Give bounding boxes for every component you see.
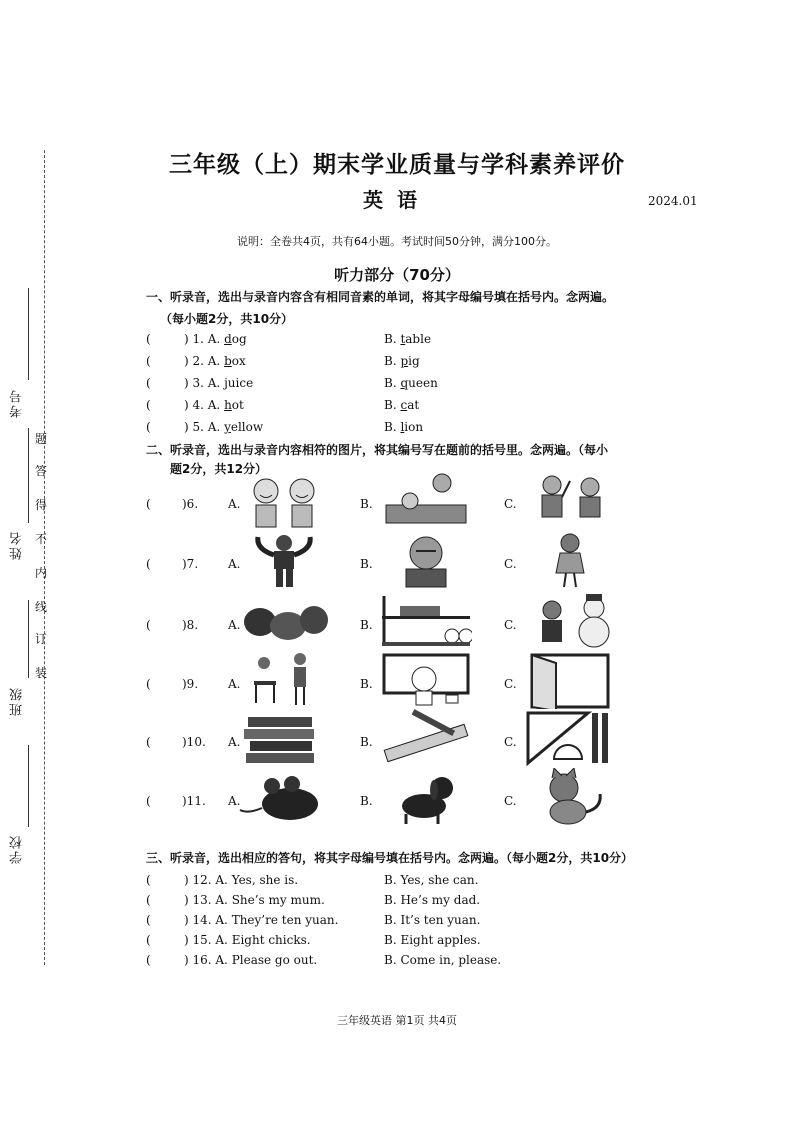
option-label: B. [360, 557, 373, 571]
exam-title: 三年级（上）期末学业质量与学科素养评价 [169, 152, 625, 178]
answer-bracket[interactable]: ( [146, 913, 151, 927]
underlined-letter: h [224, 398, 232, 412]
option-b: B. Yes, she can. [384, 873, 479, 887]
option-label: B. [360, 677, 373, 691]
option-a: ) 1. A. dog [184, 332, 247, 346]
option-b: B. He’s my dad. [384, 893, 481, 907]
option-label: C. [504, 497, 517, 511]
girl-in-bed-picture[interactable] [380, 471, 472, 529]
option-label: B. [360, 794, 373, 808]
picture-question-row [146, 794, 686, 856]
page-footer: 三年级英语 第1页 共4页 [337, 1014, 457, 1027]
option-b: B. Come in, please. [384, 953, 502, 967]
warning-char: 内 [35, 566, 48, 580]
warning-char: 题 [35, 432, 48, 446]
option-b: B. lion [384, 420, 424, 434]
question-row [146, 374, 438, 392]
cat-picture[interactable] [524, 768, 616, 826]
two-kids-waving-picture[interactable] [524, 471, 616, 529]
exam-number-field[interactable] [28, 288, 29, 380]
answer-bracket[interactable]: ( [146, 873, 151, 887]
question-row [146, 931, 481, 949]
option-label: A. [228, 497, 241, 511]
option-b: B. pig [384, 354, 420, 368]
section2-title: 二、听录音，选出与录音内容相符的图片，将其编号写在题前的括号里。念两遍。（每小 [146, 443, 609, 457]
warning-char: 答 [35, 464, 48, 478]
warning-char: 不 [35, 532, 48, 546]
option-label: A. [228, 618, 241, 632]
warning-char: 装 [35, 666, 48, 680]
underlined-letter: b [224, 354, 232, 368]
answer-bracket[interactable]: ( [146, 794, 151, 808]
animals-group-picture[interactable] [238, 592, 330, 650]
exam-number-label: 考号 [10, 388, 25, 418]
strong-man-picture[interactable] [238, 531, 330, 589]
answer-bracket[interactable]: ( [146, 893, 151, 907]
underlined-letter: q [400, 376, 409, 390]
name-label: 姓名 [10, 530, 25, 560]
underlined-letter: p [400, 354, 409, 368]
underlined-letter: l [400, 420, 405, 434]
option-label: B. [360, 735, 373, 749]
answer-bracket[interactable]: ( [146, 354, 151, 368]
set-square-picture[interactable] [524, 709, 616, 767]
school-label: 学校 [10, 834, 25, 864]
option-label: B. [360, 497, 373, 511]
option-a: ) 3. A. juice [184, 376, 254, 390]
question-number: )10. [182, 735, 206, 749]
option-label: C. [504, 677, 517, 691]
option-a: ) 13. A. She’s my mum. [184, 893, 325, 907]
question-number: )7. [182, 557, 199, 571]
option-a: ) 15. A. Eight chicks. [184, 933, 311, 947]
old-man-picture[interactable] [380, 531, 472, 589]
option-b: B. cat [384, 398, 420, 412]
option-b: B. It’s ten yuan. [384, 913, 481, 927]
section1-subtitle: （每小题2分，共10分） [160, 312, 294, 326]
class-label: 班级 [10, 686, 25, 716]
option-a: ) 14. A. They’re ten yuan. [184, 913, 339, 927]
warning-char: 订 [35, 632, 48, 646]
question-row [146, 330, 432, 348]
park-bike-picture[interactable] [380, 592, 472, 650]
option-label: C. [504, 618, 517, 632]
question-number: )6. [182, 497, 199, 511]
underlined-letter: j [224, 376, 228, 390]
dog-picture[interactable] [380, 768, 472, 826]
class-field[interactable] [28, 600, 29, 678]
name-field[interactable] [28, 428, 29, 523]
underlined-letter: d [224, 332, 232, 346]
question-row [146, 352, 420, 370]
question-row [146, 396, 420, 414]
question-row [146, 911, 481, 929]
option-b: B. Eight apples. [384, 933, 481, 947]
option-a: ) 12. A. Yes, she is. [184, 873, 299, 887]
answer-bracket[interactable]: ( [146, 398, 151, 412]
exam-date: 2024.01 [648, 194, 698, 208]
question-number: )8. [182, 618, 199, 632]
answer-bracket[interactable]: ( [146, 420, 151, 434]
answer-bracket[interactable]: ( [146, 557, 151, 571]
answer-bracket[interactable]: ( [146, 376, 151, 390]
option-b: B. table [384, 332, 432, 346]
option-a: ) 16. A. Please go out. [184, 953, 318, 967]
mouse-picture[interactable] [238, 768, 330, 826]
option-a: ) 4. A. hot [184, 398, 244, 412]
kids-smiling-picture[interactable] [238, 471, 330, 529]
answer-bracket[interactable]: ( [146, 933, 151, 947]
underlined-letter: c [400, 398, 408, 412]
question-row [146, 951, 502, 969]
option-a: ) 5. A. yellow [184, 420, 264, 434]
open-door-picture[interactable] [524, 651, 616, 709]
exam-subject: 英语 [363, 188, 431, 212]
warning-char: 线 [35, 600, 48, 614]
answer-bracket[interactable]: ( [146, 332, 151, 346]
underlined-letter: t [400, 332, 406, 346]
answer-bracket[interactable]: ( [146, 497, 151, 511]
warning-char: 得 [35, 498, 48, 512]
option-label: A. [228, 557, 241, 571]
option-label: B. [360, 618, 373, 632]
books-stack-picture[interactable] [238, 709, 330, 767]
section2-subtitle: 题2分，共12分） [170, 462, 268, 476]
exam-instructions: 说明：全卷共4页，共有64小题。考试时间50分钟，满分100分。 [237, 235, 557, 248]
kids-chairs-picture[interactable] [238, 651, 330, 709]
option-label: C. [504, 794, 517, 808]
question-row [146, 418, 424, 436]
question-number: )9. [182, 677, 199, 691]
ruler-pencil-picture[interactable] [380, 709, 472, 767]
school-field[interactable] [28, 745, 29, 827]
question-row [146, 891, 481, 909]
kid-snowman-picture[interactable] [524, 592, 616, 650]
option-a: ) 2. A. box [184, 354, 246, 368]
section1-title: 一、听录音，选出与录音内容含有相同音素的单词，将其字母编号填在括号内。念两遍。 [146, 290, 615, 304]
answer-bracket[interactable]: ( [146, 953, 151, 967]
boy-blackboard-picture[interactable] [380, 651, 472, 709]
answer-bracket[interactable]: ( [146, 618, 151, 632]
question-row [146, 871, 479, 889]
answer-bracket[interactable]: ( [146, 735, 151, 749]
listening-part-title: 听力部分（70分） [334, 266, 460, 284]
answer-bracket[interactable]: ( [146, 677, 151, 691]
question-number: )11. [182, 794, 206, 808]
option-label: A. [228, 794, 241, 808]
option-b: B. queen [384, 376, 438, 390]
option-label: A. [228, 735, 241, 749]
option-label: A. [228, 677, 241, 691]
section3-title: 三、听录音，选出相应的答句，将其字母编号填在括号内。念两遍。（每小题2分，共10分） [146, 851, 634, 865]
option-label: C. [504, 735, 517, 749]
underlined-letter: y [224, 420, 231, 434]
girl-standing-picture[interactable] [524, 531, 616, 589]
option-label: C. [504, 557, 517, 571]
